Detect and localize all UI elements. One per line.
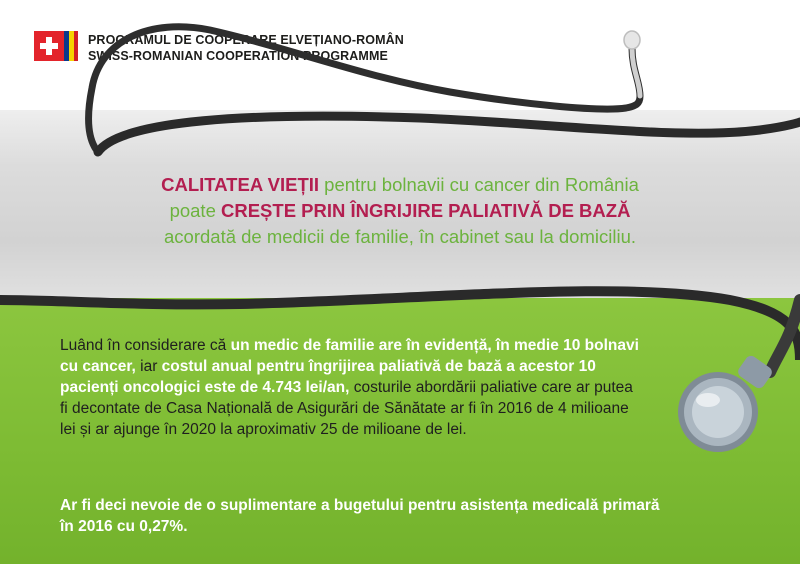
headline-highlight-palliative: CREȘTE PRIN ÎNGRIJIRE PALIATIVĂ DE BAZĂ [221, 200, 631, 221]
program-logo-icon [34, 31, 78, 61]
headline-highlight-quality: CALITATEA VIEȚII [161, 174, 320, 195]
headline-line-3: acordată de medicii de familie, în cabinet sau la domiciliu. [164, 226, 636, 247]
header [0, 0, 800, 110]
program-name-ro: PROGRAMUL DE COOPERARE ELVEȚIANO-ROMÂN [88, 33, 404, 47]
body-paragraph: Luând în considerare că un medic de familie are în evidență, în medie 10 bolnavi cu cancer, iar costul anual pentru îngrijirea paliativă de bază a acestor 10 pacienți oncologici este de 4.743 lei/an, costurile abordării paliative care ar putea fi decontate de Casa Națională de Asigurări de Sănătate ar fi în 2016 de 4 milioane lei și ar ajunge în 2020 la aproximativ 25 de milioane de lei. [60, 337, 639, 438]
headline [30, 172, 770, 250]
closing-statement: Ar fi deci nevoie de o suplimentare a bugetului pentru asistența medicală primară în 2016 cu 0,27%. [60, 497, 660, 535]
body-highlight-cost: costul anual pentru îngrijirea paliativă de bază a acestor 10 pacienți oncologici este de 4.743 lei/an, [60, 358, 596, 396]
headline-line-1: CALITATEA VIEȚII pentru bolnavii cu cancer din România [161, 174, 639, 195]
headline-line-2: poate CREȘTE PRIN ÎNGRIJIRE PALIATIVĂ DE BAZĂ [169, 200, 631, 221]
body-highlight-doctor: un medic de familie are în evidență, în medie 10 bolnavi cu cancer, [60, 337, 639, 375]
program-name-en: SWISS-ROMANIAN COOPERATION PROGRAMME [88, 49, 388, 63]
program-name [88, 32, 404, 64]
